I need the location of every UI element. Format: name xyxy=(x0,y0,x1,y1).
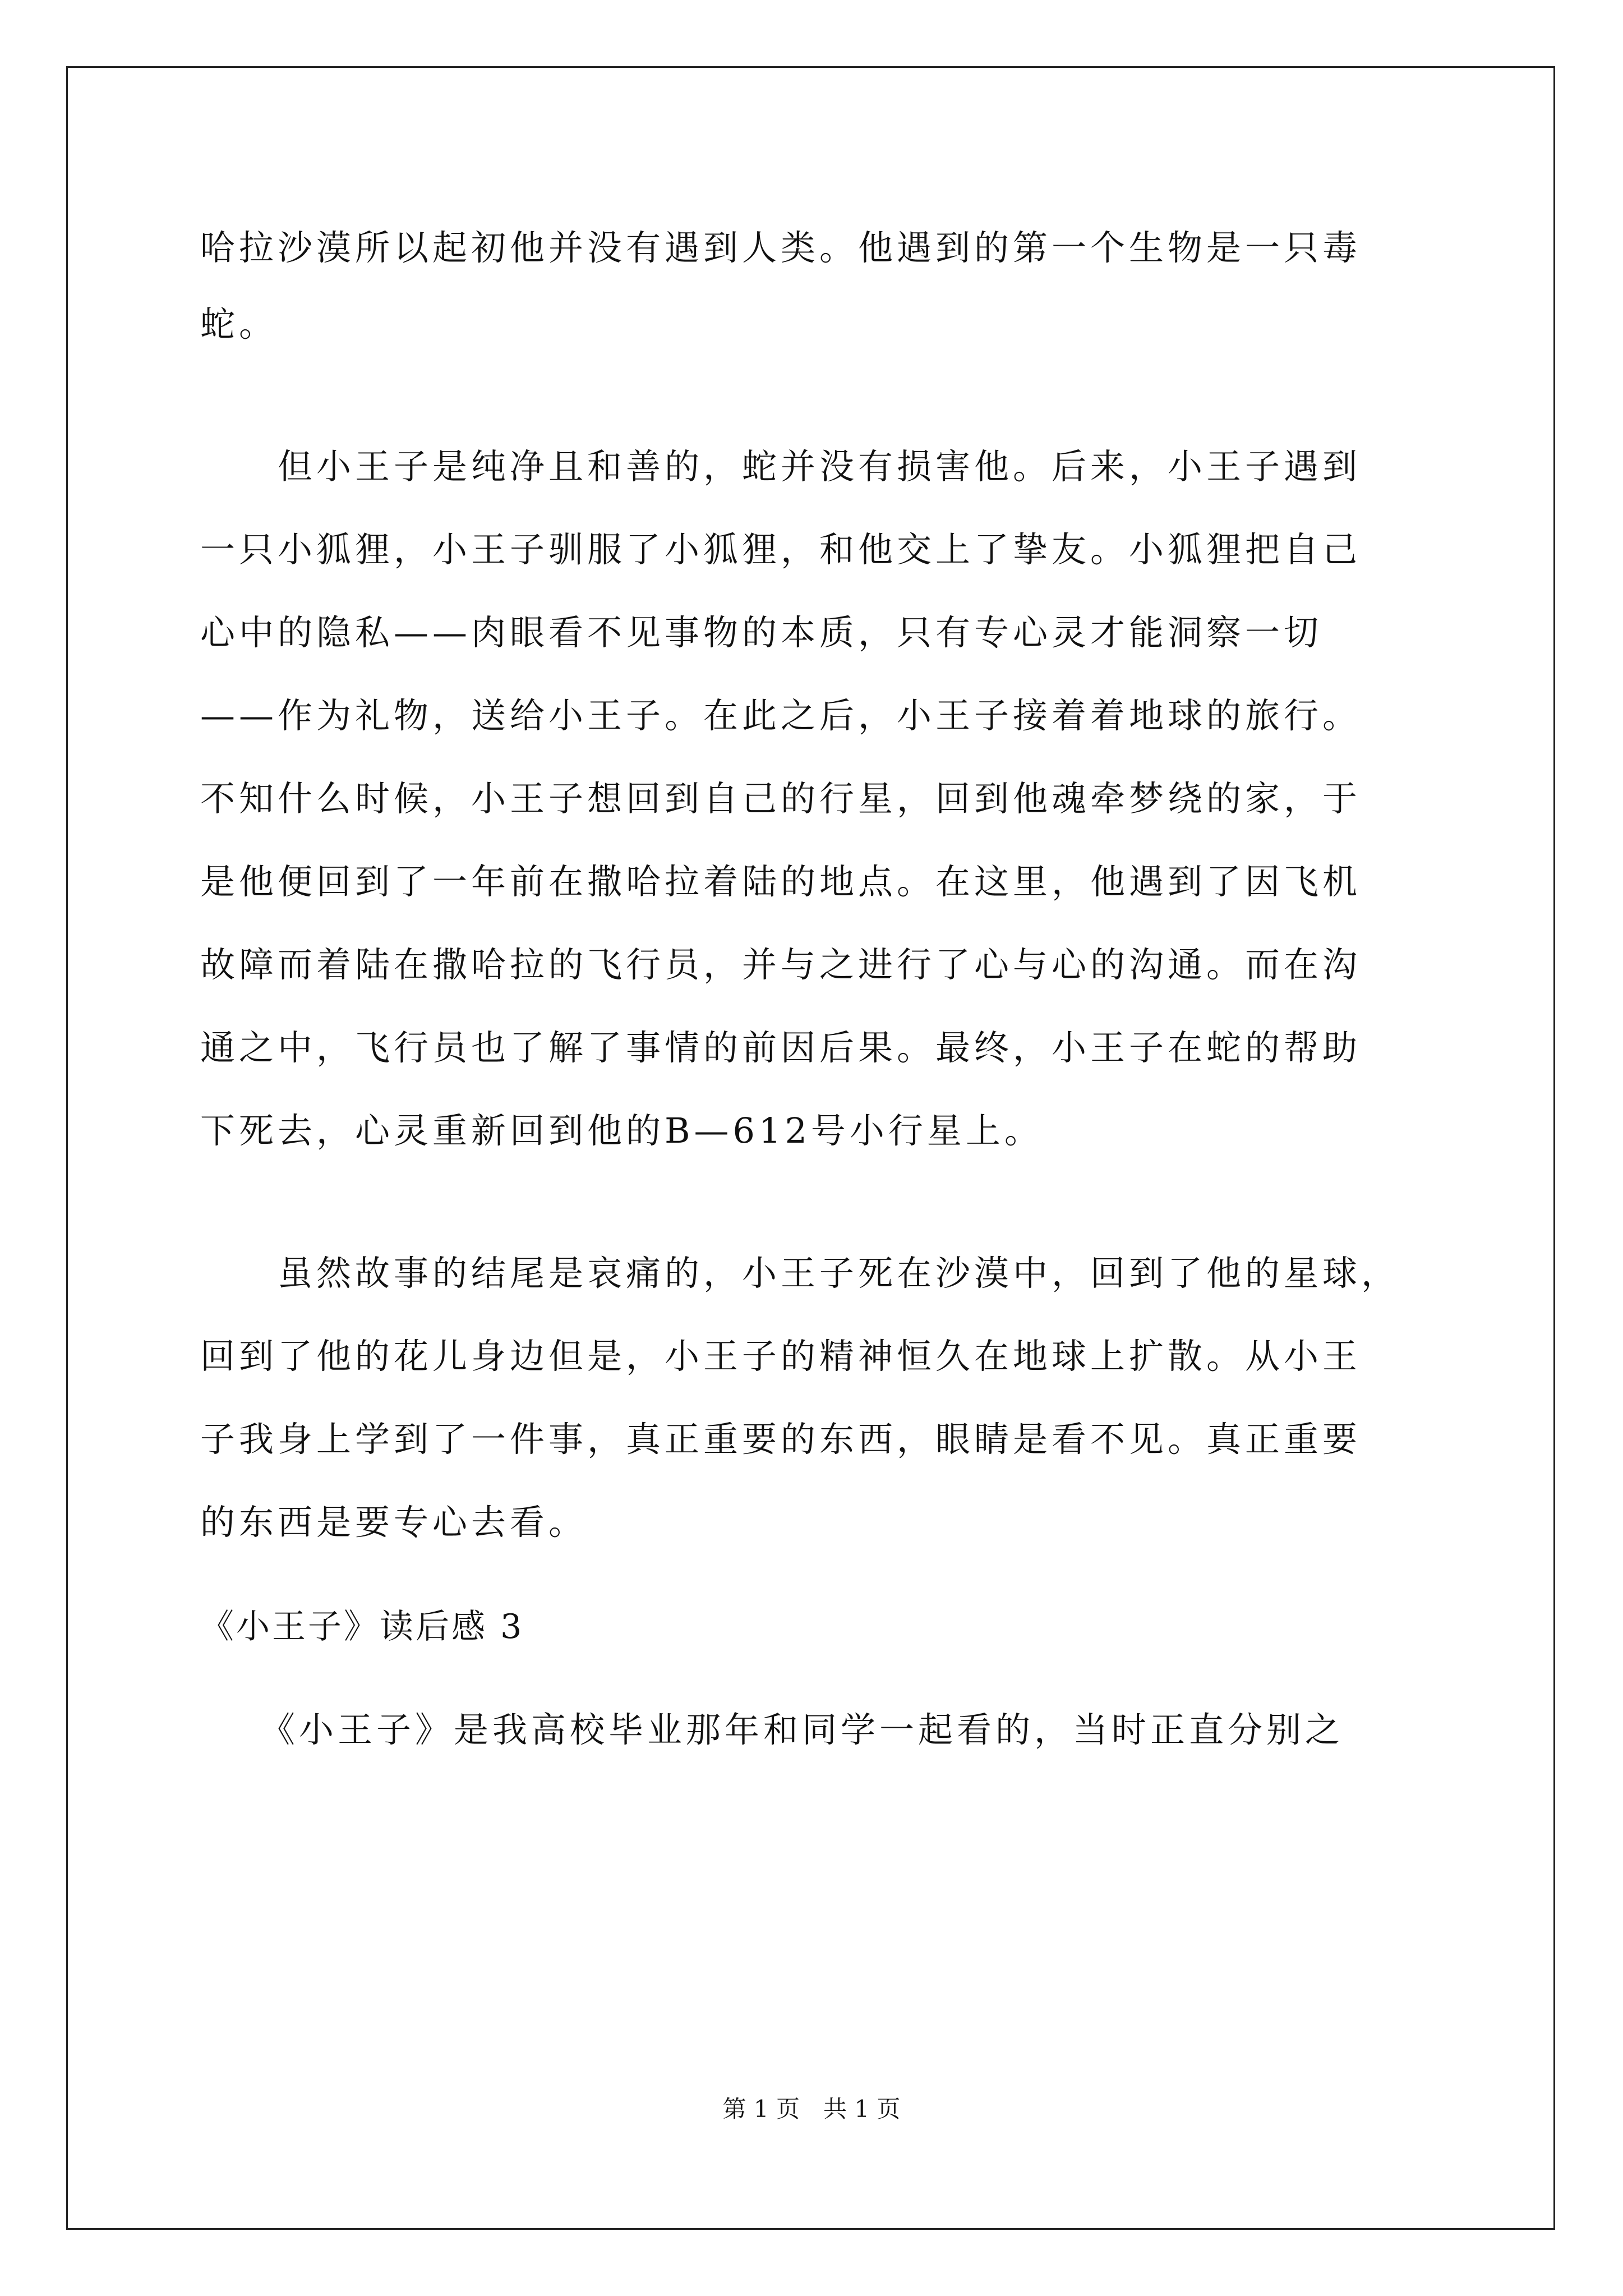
body-line-7: 不知什么时候，小王子想回到自己的行星，回到他魂牵梦绕的家，于 xyxy=(200,778,1362,819)
body-line-4: 一只小狐狸，小王子驯服了小狐狸，和他交上了挚友。小狐狸把自己 xyxy=(200,529,1362,570)
body-line-6: ——作为礼物，送给小王子。在此之后，小王子接着着地球的旅行。 xyxy=(200,695,1362,736)
body-line-3: 但小王子是纯净且和善的，蛇并没有损害他。后来，小王子遇到 xyxy=(200,446,1362,487)
body-line-2: 蛇。 xyxy=(200,303,278,344)
page-footer: 第 1 页 共 1 页 xyxy=(722,2095,901,2123)
body-line-1: 哈拉沙漠所以起初他并没有遇到人类。他遇到的第一个生物是一只毒 xyxy=(200,227,1362,268)
body-line-16: 《小王子》是我高校毕业那年和同学一起看的，当时正直分别之 xyxy=(200,1709,1344,1750)
body-line-9: 故障而着陆在撒哈拉的飞行员，并与之进行了心与心的沟通。而在沟 xyxy=(200,944,1362,985)
body-line-12: 虽然故事的结尾是哀痛的，小王子死在沙漠中，回到了他的星球， xyxy=(200,1253,1400,1294)
body-line-11: 下死去，心灵重新回到他的B—612号小行星上。 xyxy=(200,1110,1043,1151)
body-line-10: 通之中，飞行员也了解了事情的前因后果。最终，小王子在蛇的帮助 xyxy=(200,1027,1362,1068)
body-line-5: 心中的隐私——肉眼看不见事物的本质，只有专心灵才能洞察一切 xyxy=(200,612,1323,653)
body-line-14: 子我身上学到了一件事，真正重要的东西，眼睛是看不见。真正重要 xyxy=(200,1419,1362,1460)
body-line-13: 回到了他的花儿身边但是，小王子的精神恒久在地球上扩散。从小王 xyxy=(200,1336,1362,1377)
body-line-8: 是他便回到了一年前在撒哈拉着陆的地点。在这里，他遇到了因飞机 xyxy=(200,861,1362,902)
body-line-15: 的东西是要专心去看。 xyxy=(200,1502,588,1543)
section-heading: 《小王子》读后感 3 xyxy=(200,1607,524,1646)
